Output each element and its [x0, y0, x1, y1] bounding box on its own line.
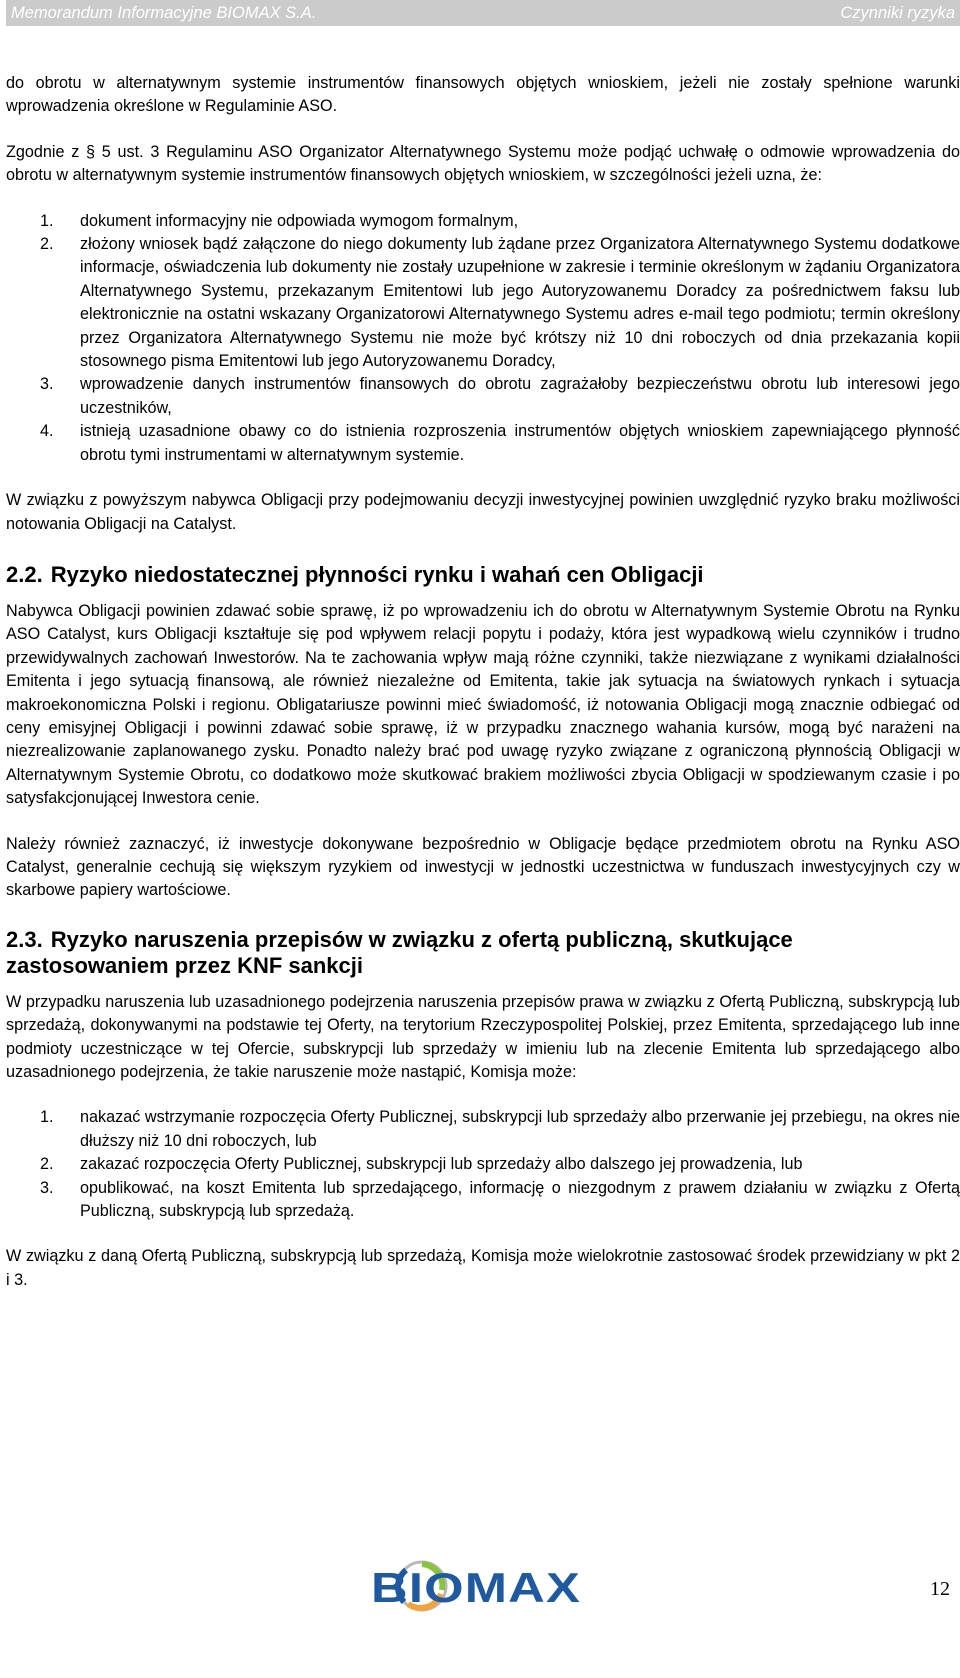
page-header: [6, 0, 960, 26]
list-item: [6, 210, 960, 233]
list-item-number: 1.: [40, 211, 54, 230]
list-item-text: nakazać wstrzymanie rozpoczęcia Oferty Publicznej, subskrypcji lub sprzedaży albo przerwanie jej przebiegu, na okres nie dłuższy niż 10 dni roboczych, lub: [80, 1108, 960, 1150]
section-title: Ryzyko naruszenia przepisów w związku z ofertą publiczną, skutkujące zastosowaniem przez KNF sankcji: [6, 926, 793, 978]
list-item-number: 2.: [40, 235, 54, 254]
numbered-list: [6, 1106, 960, 1223]
numbered-list: [6, 210, 960, 467]
list-item-number: 3.: [40, 375, 54, 394]
list-item: [6, 420, 960, 467]
paragraph: Nabywca Obligacji powinien zdawać sobie sprawę, iż po wprowadzeniu ich do obrotu w Alternatywnym Systemie Obrotu na Rynku ASO Catalyst, kurs Obligacji kształtuje się pod wpływem relacji popytu i podaży, która jest wypadkową wielu czynników i trudno przewidywalnych zachowań Inwestorów. Na te zachowania wpływ mają różne czynniki, także niezwiązane z wynikami działalności Emitenta i jego sytuacją finansową, ale również niezależne od Emitenta, takie jak sytuacja na światowych rynkach i sytuacja makroekonomiczna Polski i regionu. Obligatariusze powinni mieć świadomość, iż notowania Obligacji mogą znacznie odbiegać od ceny emisyjnej Obligacji i powinni zdawać sobie sprawę, iż w przypadku znacznego wahania kursów, mogą być narażeni na niezrealizowanie zaplanowanego zysku. Ponadto należy brać pod uwagę ryzyko związane z ograniczoną płynnością Obligacji w Alternatywnym Systemie Obrotu, co dodatkowo może skutkować brakiem możliwości zbycia Obligacji w spodziewanym czasie i po satysfakcjonującej Inwestora cenie.: [6, 601, 960, 808]
list-item-number: 3.: [40, 1178, 54, 1197]
list-item-number: 1.: [40, 1108, 54, 1127]
paragraph: Zgodnie z § 5 ust. 3 Regulaminu ASO Organizator Alternatywnego Systemu może podjąć uchwałę o odmowie wprowadzenia do obrotu w alternatywnym systemie instrumentów finansowych objętych wnioskiem, w szczególności jeżeli uzna, że:: [6, 142, 960, 185]
list-item-text: zakazać rozpoczęcia Oferty Publicznej, subskrypcji lub sprzedaży albo dalszego jej prowadzenia, lub: [80, 1155, 803, 1174]
page-number: 12: [930, 1578, 950, 1600]
section-number: 2.2.: [6, 561, 43, 587]
list-item-text: dokument informacyjny nie odpowiada wymogom formalnym,: [80, 211, 519, 230]
section-heading: [6, 562, 960, 588]
paragraph: W przypadku naruszenia lub uzasadnionego podejrzenia naruszenia przepisów prawa w związku z Ofertą Publiczną, subskrypcją lub sprzedażą, dokonywanymi na podstawie tej Oferty, na terytorium Rzeczypospolitej Polskiej, przez Emitenta, sprzedającego lub inne podmioty uczestniczące w tej Ofercie, subskrypcji lub sprzedaży w imieniu lub na zlecenie Emitenta lub sprzedającego albo uzasadnionego podejrzenia, że takie naruszenie może nastąpić, Komisja może:: [6, 992, 960, 1081]
list-item-text: złożony wniosek bądź załączone do niego dokumenty lub żądane przez Organizatora Alternatywnego Systemu dodatkowe informacje, oświadczenia lub dokumenty nie zostały uzupełnione w zakresie i terminie określonym w żądaniu Organizatora Alternatywnego Systemu, przekazanym Emitentowi lub jego Autoryzowanemu Doradcy za pośrednictwem faksu lub elektronicznie na ostatni wskazany Organizatorowi Alternatywnego Systemu adres e-mail tego podmiotu; termin określony przez Organizatora Alternatywnego Systemu nie może być krótszy niż 10 dni roboczych od dnia przekazania kopii stosownego pisma Emitentowi lub jego Autoryzowanemu Doradcy,: [80, 235, 960, 371]
list-item-number: 2.: [40, 1155, 54, 1174]
list-item: [6, 1153, 960, 1176]
section-title: Ryzyko niedostatecznej płynności rynku i wahań cen Obligacji: [50, 561, 704, 587]
list-item: [6, 373, 960, 420]
list-item: [6, 1106, 960, 1153]
header-section-title: Czynniki ryzyka: [840, 4, 955, 22]
list-item: [6, 233, 960, 373]
logo-wordmark: BIOMAX: [371, 1564, 581, 1611]
paragraph: do obrotu w alternatywnym systemie instrumentów finansowych objętych wnioskiem, jeżeli nie zostały spełnione warunki wprowadzenia określone w Regulaminie ASO.: [6, 74, 960, 116]
list-item: [6, 1177, 960, 1224]
list-item-text: wprowadzenie danych instrumentów finansowych do obrotu zagrażałoby bezpieczeństwu obrotu lub interesowi jego uczestników,: [80, 375, 960, 417]
paragraph: W związku z daną Ofertą Publiczną, subskrypcją lub sprzedażą, Komisja może wielokrotnie zastosować środek przewidziany w pkt 2 i 3.: [6, 1247, 960, 1289]
paragraph: Należy również zaznaczyć, iż inwestycje dokonywane bezpośrednio w Obligacje będące przedmiotem obrotu na Rynku ASO Catalyst, generalnie cechują się większym ryzykiem od inwestycji w jednostki uczestnictwa w funduszach inwestycyjnych czy w skarbowe papiery wartościowe.: [6, 834, 960, 900]
section-heading: [6, 927, 960, 979]
list-item-text: istnieją uzasadnione obawy co do istnienia rozproszenia instrumentów objętych wnioskiem zapewniającego płynność obrotu tymi instrumentami w alternatywnym systemie.: [80, 422, 960, 464]
paragraph: W związku z powyższym nabywca Obligacji przy podejmowaniu decyzji inwestycyjnej powinien uwzględnić ryzyko braku możliwości notowania Obligacji na Catalyst.: [6, 491, 960, 533]
biomax-logo: [364, 1544, 588, 1624]
header-document-title: Memorandum Informacyjne BIOMAX S.A.: [11, 4, 317, 22]
document-body: [6, 72, 960, 1292]
section-number: 2.3.: [6, 926, 43, 952]
list-item-number: 4.: [40, 422, 54, 441]
list-item-text: opublikować, na koszt Emitenta lub sprzedającego, informację o niezgodnym z prawem działaniu w związku z Ofertą Publiczną, subskrypcją lub sprzedażą.: [80, 1178, 960, 1221]
